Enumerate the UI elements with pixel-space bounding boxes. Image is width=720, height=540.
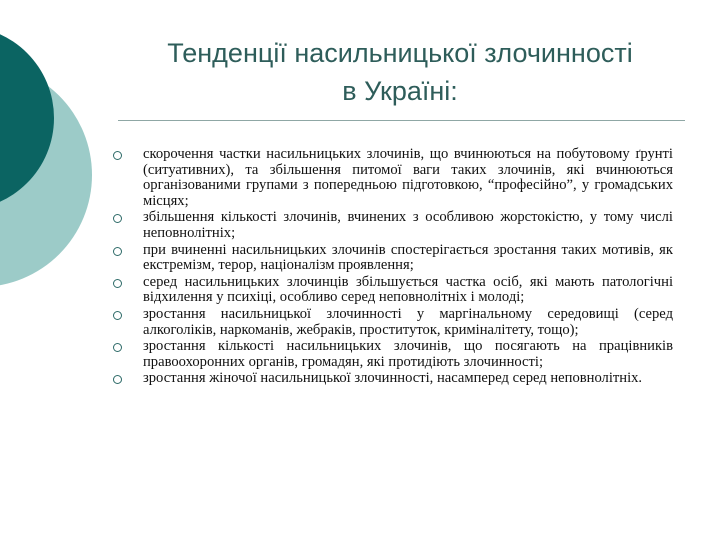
bullet-circle-icon	[113, 247, 122, 256]
list-item-text: скорочення частки насильницьких злочинів, що вчинюються на побутовому ґрунті (ситуативних), та збільшення питомої ваги таких злочинів, які вчинюються організованими групами з попередньою підготовкою, “професійно”, у громадських місцях;	[143, 146, 673, 209]
bullet-circle-icon	[113, 375, 122, 384]
list-item	[113, 275, 673, 306]
list-item	[113, 210, 673, 241]
list-item-text: збільшення кількості злочинів, вчинених з особливою жорстокістю, у тому числі неповнолітніх;	[143, 209, 673, 241]
title-line-1: Тенденції насильницької злочинності	[167, 38, 633, 68]
bullet-circle-icon	[113, 311, 122, 320]
title-line-2: в Україні:	[342, 76, 458, 106]
list-item-text: серед насильницьких злочинців збільшується частка осіб, які мають патологічні відхилення у психіці, особливо серед неповнолітніх і молоді;	[143, 273, 673, 306]
list-item	[113, 147, 673, 209]
circle-decoration-icon	[0, 0, 100, 330]
list-item	[113, 339, 673, 370]
bullet-circle-icon	[113, 214, 122, 223]
page-title	[100, 34, 700, 110]
bullet-circle-icon	[113, 151, 122, 160]
bullet-circle-icon	[113, 343, 122, 352]
list-item	[113, 371, 673, 387]
bullet-circle-icon	[113, 279, 122, 288]
list-item-text: при вчиненні насильницьких злочинів спостерігається зростання таких мотивів, як екстремізм, терор, націоналізм проявлення;	[143, 241, 673, 274]
list-item	[113, 243, 673, 274]
list-item	[113, 307, 673, 338]
title-divider	[118, 120, 685, 121]
bullet-list	[113, 147, 673, 388]
list-item-text: зростання кількості насильницьких злочинів, що посягають на працівників правоохоронних органів, громадян, які протидіють злочинності;	[143, 338, 673, 370]
list-item-text: зростання жіночої насильницької злочинності, насамперед серед неповнолітніх.	[143, 370, 643, 387]
list-item-text: зростання насильницької злочинності у маргінальному середовищі (серед алкоголіків, наркоманів, жебраків, проституток, криміналітету, тощо);	[143, 305, 673, 338]
